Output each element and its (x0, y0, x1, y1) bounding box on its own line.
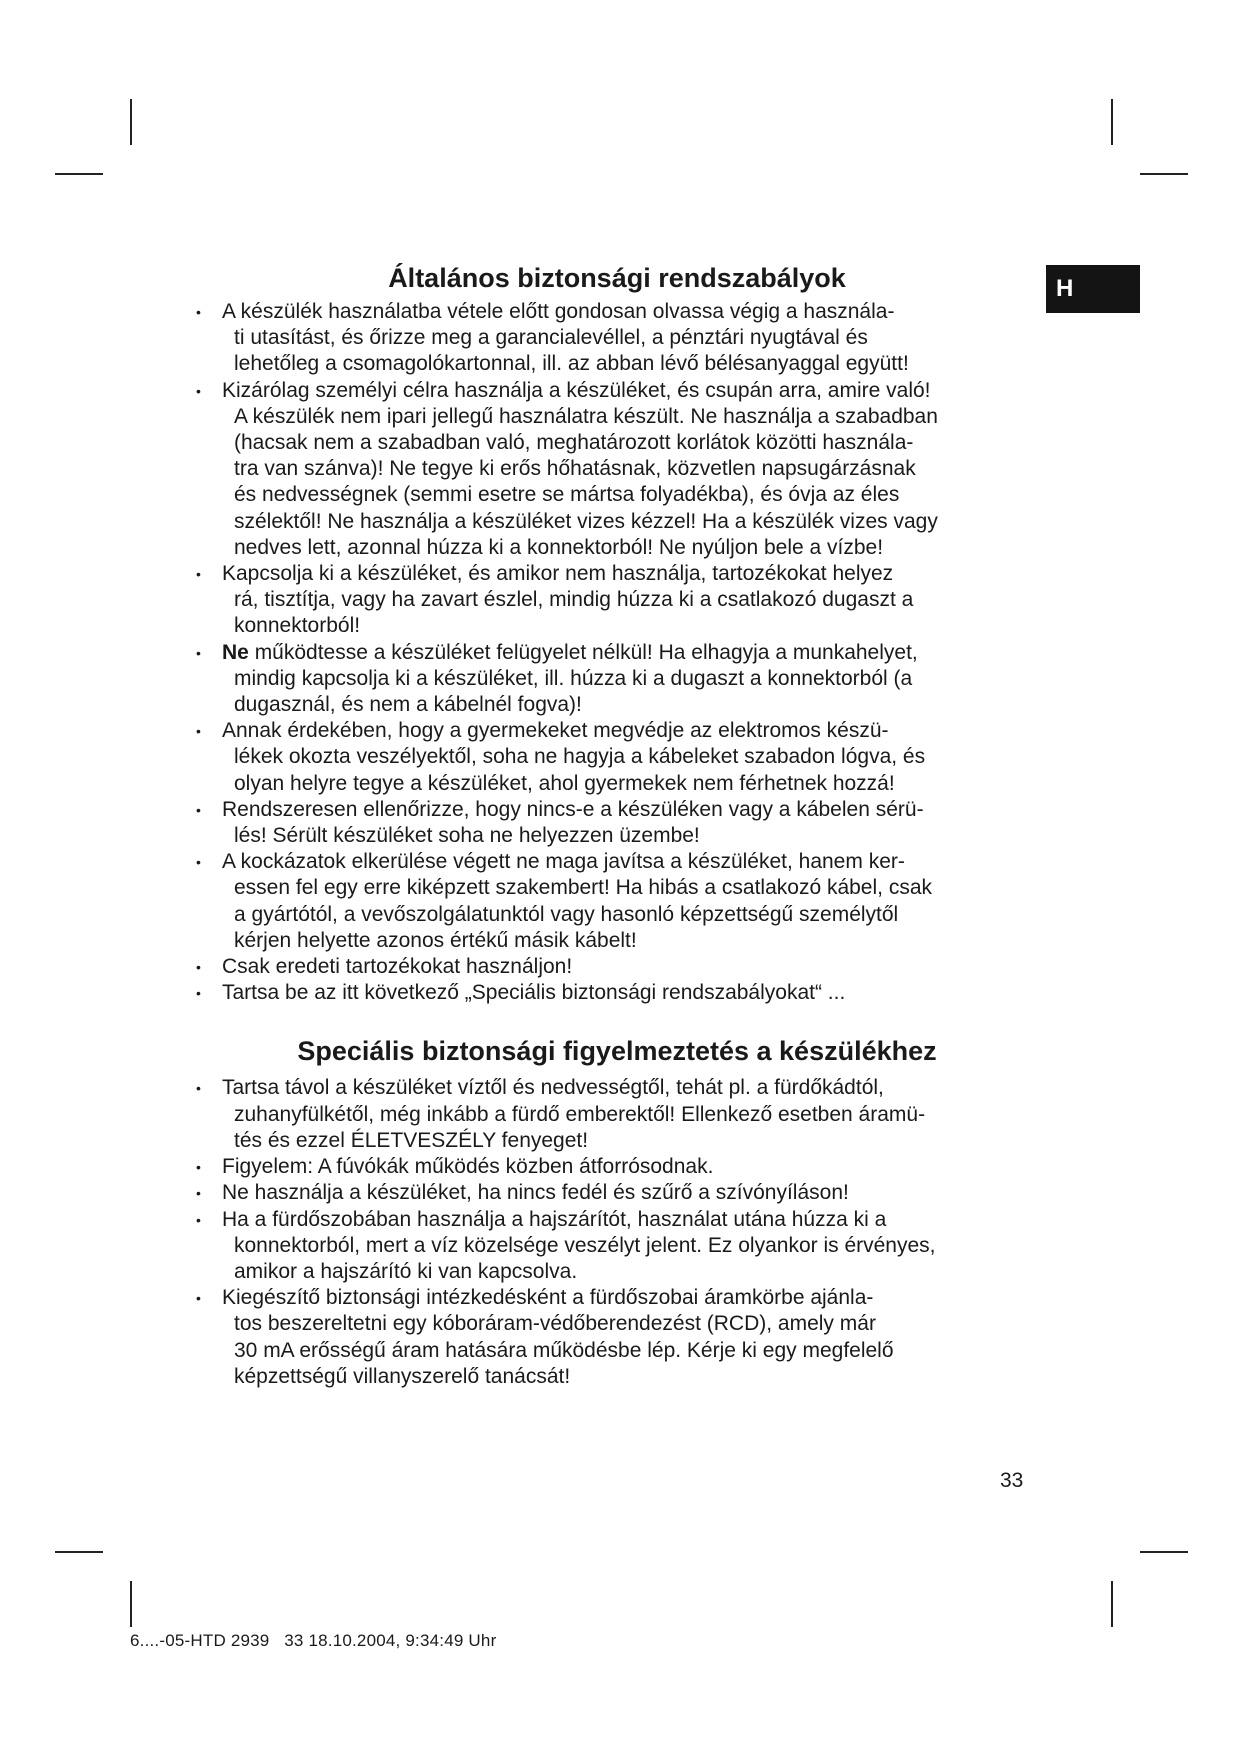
list-item: • Kapcsolja ki a készüléket, és amikor nem használja, tartozékokat helyez rá, tisztítja, vagy ha zavart észlel, mindig húzza ki a csatlakozó dugaszt a konnektorból! (194, 561, 1040, 640)
list-item: • Ne működtesse a készüléket felügyelet nélkül! Ha elhagyja a munkahelyet, mindig kapcsolja ki a készüléket, ill. húzza ki a dugaszt a konnektorból (a dugasznál, és nem a kábelnél fogva)! (194, 640, 1040, 719)
section1-list (194, 299, 1040, 1006)
crop-mark-bottom-left-vertical (130, 1581, 132, 1627)
crop-mark-top-left-vertical (130, 99, 132, 145)
list-item: • Figyelem: A fúvókák működés közben átforrósodnak. (194, 1154, 1040, 1180)
section2-list (194, 1075, 1040, 1389)
main-content (194, 262, 1040, 1390)
section1-heading: Általános biztonsági rendszabályok (388, 263, 846, 293)
page-number: 33 (1000, 1469, 1024, 1492)
list-item: • Csak eredeti tartozékokat használjon! (194, 954, 1040, 980)
list-item: • Tartsa be az itt következő „Speciális biztonsági rendszabályokat“ ... (194, 980, 1040, 1006)
list-item: • Kiegészítő biztonsági intézkedésként a fürdőszobai áramkörbe ajánla- tos beszereltetni egy kóboráram-védőberendezést (RCD), amely már 30 mA erősségű áram hatására működésbe lép. Kérje ki egy megfelelő képzettségű villanyszerelő tanácsát! (194, 1285, 1040, 1390)
list-item: • Annak érdekében, hogy a gyermekeket megvédje az elektromos készü- lékek okozta veszélyektől, soha ne hagyja a kábeleket szabadon lógva, és olyan helyre tegye a készüléket, ahol gyermekek nem férhetnek hozzá! (194, 718, 1040, 797)
section2-heading: Speciális biztonsági figyelmeztetés a készülékhez (297, 1036, 937, 1067)
list-item: • A kockázatok elkerülése végett ne maga javítsa a készüléket, hanem ker- essen fel egy erre kiképzett szakembert! Ha hibás a csatlakozó kábel, csak a gyártótól, a vevőszolgálatunktól vagy hasonló képzettségű személytől kérjen helyette azonos értékű másik kábelt! (194, 849, 1040, 954)
emphasis-ne: Ne (222, 640, 249, 664)
list-item: • Rendszeresen ellenőrizze, hogy nincs-e a készüléken vagy a kábelen sérü- lés! Sérült készüléket soha ne helyezzen üzembe! (194, 797, 1040, 849)
crop-mark-top-right-horizontal (1140, 173, 1188, 175)
crop-mark-bottom-right-vertical (1111, 1581, 1113, 1627)
list-item: • A készülék használatba vétele előtt gondosan olvassa végig a használa- ti utasítást, és őrizze meg a garancialevéllel, a pénztári nyugtával és lehetőleg a csomagolókartonnal, ill. az abban lévő bélésanyaggal együtt! (194, 299, 1040, 378)
list-item: • Tartsa távol a készüléket víztől és nedvességtől, tehát pl. a fürdőkádtól, zuhanyfülkétől, még inkább a fürdő emberektől! Ellenkező esetben áramü- tés és ezzel ÉLETVESZÉLY fenyeget! (194, 1075, 1040, 1154)
print-footer: 6....-05-HTD 2939 33 18.10.2004, 9:34:49 Uhr (130, 1631, 497, 1650)
list-item: • Ne használja a készüléket, ha nincs fedél és szűrő a szívónyíláson! (194, 1180, 1040, 1206)
language-tab: H (1046, 265, 1140, 313)
crop-mark-top-left-horizontal (55, 173, 103, 175)
crop-mark-top-right-vertical (1111, 99, 1113, 145)
crop-mark-bottom-left-horizontal (55, 1551, 103, 1553)
crop-mark-bottom-right-horizontal (1140, 1551, 1188, 1553)
list-item: • Ha a fürdőszobában használja a hajszárítót, használat utána húzza ki a konnektorból, mert a víz közelsége veszélyt jelent. Ez olyankor is érvényes, amikor a hajszárító ki van kapcsolva. (194, 1207, 1040, 1286)
list-item: • Kizárólag személyi célra használja a készüléket, és csupán arra, amire való! A készülék nem ipari jellegű használatra készült. Ne használja a szabadban (hacsak nem a szabadban való, meghatározott korlátok közötti használa- tra van szánva)! Ne tegye ki erős hőhatásnak, közvetlen napsugárzásnak és nedvességnek (semmi esetre se mártsa folyadékba), és óvja az éles szélektől! Ne használja a készüléket vizes kézzel! Ha a készülék vizes vagy nedves lett, azonnal húzza ki a konnektorból! Ne nyúljon bele a vízbe! (194, 378, 1040, 561)
